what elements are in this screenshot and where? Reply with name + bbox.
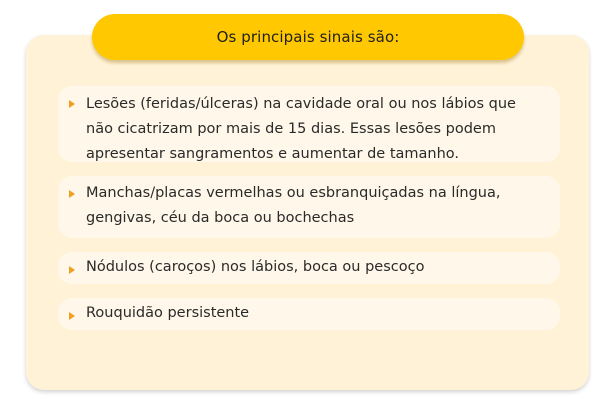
triangle-bullet-icon bbox=[69, 100, 75, 108]
list-item-text: Lesões (feridas/úlceras) na cavidade oral ou nos lábios que não cicatrizam por mais de 15 dias. Essas lesões podem apresentar sangramentos e aumentar de tamanho. bbox=[86, 96, 516, 162]
header-banner bbox=[92, 14, 524, 60]
list-item-text: Nódulos (caroços) nos lábios, boca ou pescoço bbox=[86, 259, 425, 275]
list-item bbox=[58, 86, 560, 162]
triangle-bullet-icon bbox=[69, 266, 75, 274]
signs-list bbox=[58, 86, 560, 344]
list-item-text: Rouquidão persistente bbox=[86, 305, 250, 321]
list-item bbox=[58, 252, 560, 284]
list-item-text: Manchas/placas vermelhas ou esbranquiçadas na língua, gengivas, céu da boca ou bochechas bbox=[86, 185, 501, 226]
triangle-bullet-icon bbox=[69, 190, 75, 198]
triangle-bullet-icon bbox=[69, 312, 75, 320]
list-item bbox=[58, 176, 560, 238]
list-item bbox=[58, 298, 560, 330]
header-title: Os principais sinais são: bbox=[216, 28, 400, 46]
